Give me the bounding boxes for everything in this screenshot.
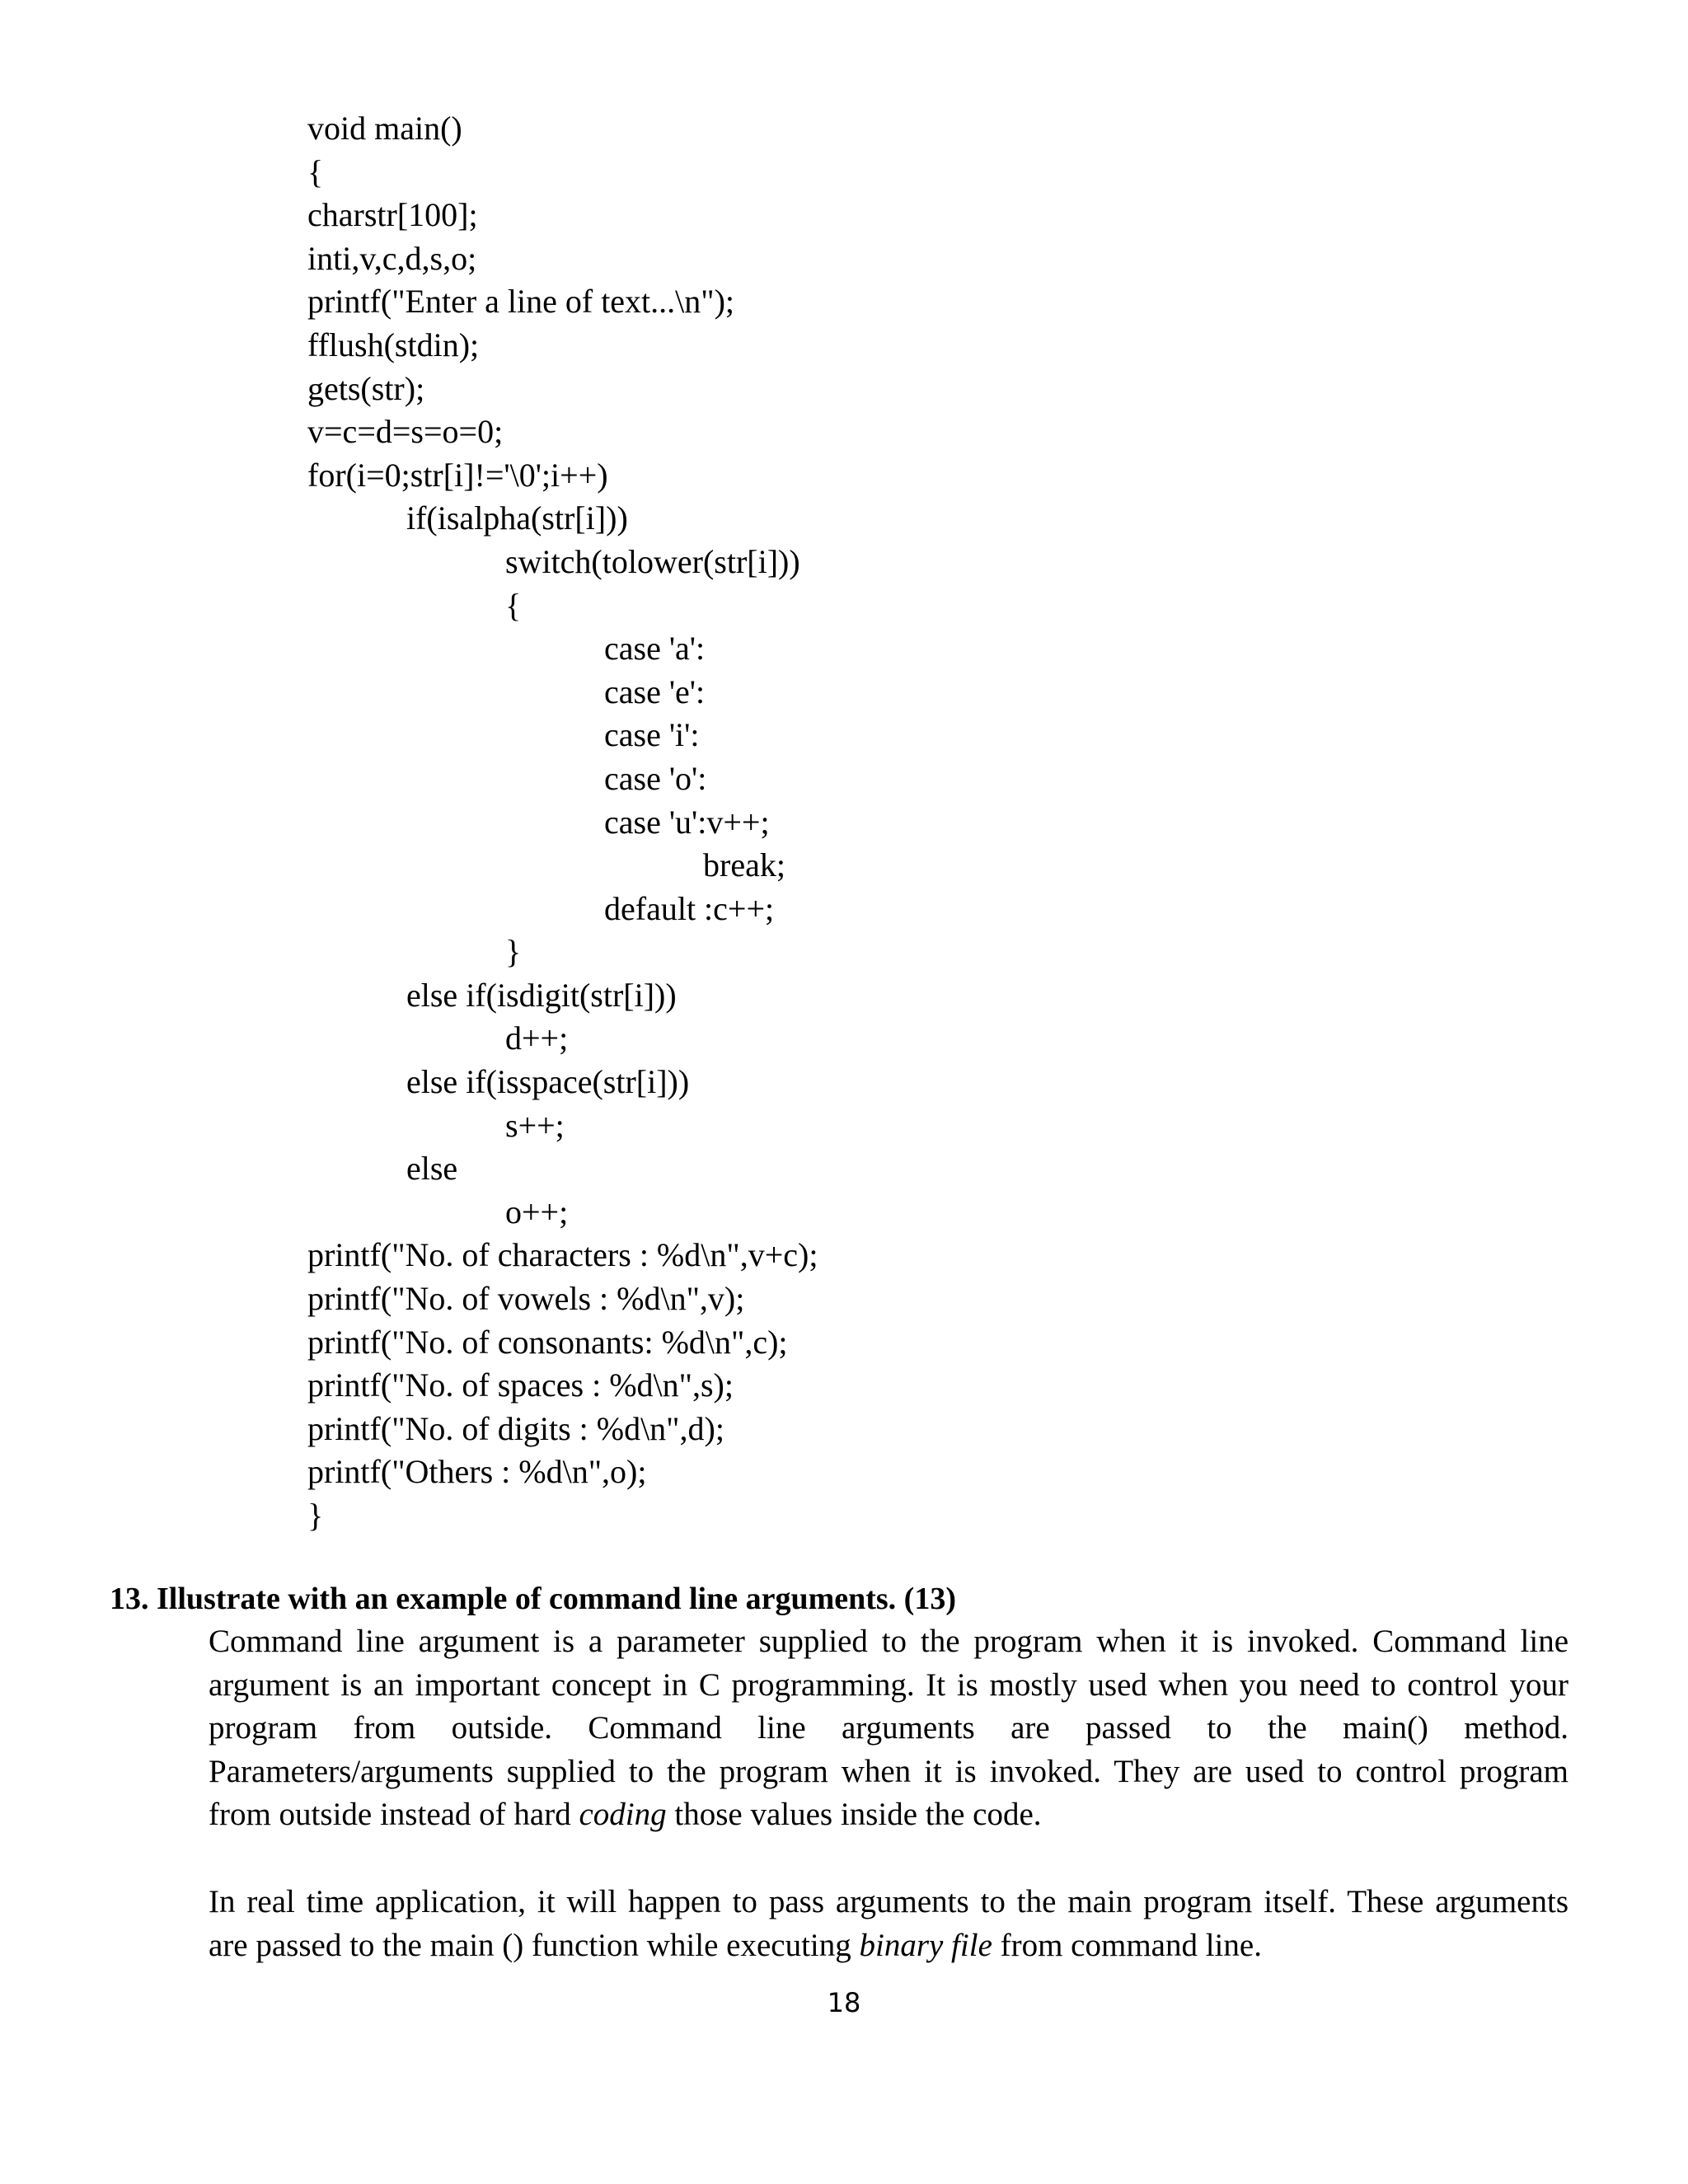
code-line: {	[505, 586, 522, 624]
code-line: case 'u':v++;	[604, 803, 770, 841]
code-line: printf("No. of spaces : %d\n",s);	[307, 1366, 734, 1404]
paragraph-line	[209, 1924, 1568, 1968]
code-line: inti,v,c,d,s,o;	[307, 239, 477, 277]
page-number: 18	[827, 1987, 861, 2018]
code-block	[307, 107, 818, 1538]
text-segment: those values inside the code.	[666, 1797, 1042, 1832]
code-line: else	[406, 1150, 458, 1188]
emphasized-term: coding	[579, 1797, 667, 1832]
code-line: switch(tolower(str[i]))	[505, 542, 800, 580]
code-line: {	[307, 152, 324, 190]
question-heading: 13. Illustrate with an example of command line arguments. (13)	[110, 1582, 956, 1616]
code-line: o++;	[505, 1193, 569, 1230]
code-line: printf("No. of characters : %d\n",v+c);	[307, 1236, 818, 1274]
emphasized-term: binary file	[859, 1927, 992, 1963]
code-line: fflush(stdin);	[307, 326, 480, 363]
paragraph-line: Parameters/arguments supplied to the program when it is invoked. They are used to control program	[209, 1753, 1568, 1789]
code-line: printf("Others : %d\n",o);	[307, 1453, 647, 1491]
text-segment: from command line.	[992, 1927, 1262, 1963]
code-line: printf("No. of digits : %d\n",d);	[307, 1409, 724, 1447]
paragraph-command-line-definition	[209, 1620, 1568, 1837]
paragraph-line: In real time application, it will happen to pass arguments to the main program itself. These arguments	[209, 1884, 1568, 1919]
code-line: else if(isdigit(str[i]))	[406, 976, 677, 1014]
code-line: if(isalpha(str[i]))	[406, 499, 628, 537]
paragraph-line: Command line argument is a parameter supplied to the program when it is invoked. Command line	[209, 1624, 1568, 1659]
paragraph-line	[209, 1793, 1568, 1837]
text-segment: are passed to the main () function while executing	[209, 1927, 860, 1963]
code-line: printf("No. of vowels : %d\n",v);	[307, 1280, 745, 1318]
code-line: break;	[703, 846, 785, 884]
code-line: for(i=0;str[i]!='\0';i++)	[307, 456, 608, 494]
code-line: case 'e':	[604, 673, 706, 710]
code-line: gets(str);	[307, 369, 425, 407]
code-line: else if(isspace(str[i]))	[406, 1063, 690, 1101]
code-line: }	[505, 933, 522, 971]
paragraph-line: program from outside. Command line arguments are passed to the main() method.	[209, 1710, 1568, 1746]
code-line: d++;	[505, 1019, 569, 1057]
code-line: void main()	[307, 110, 462, 147]
code-line: s++;	[505, 1106, 565, 1144]
paragraph-line: argument is an important concept in C programming. It is mostly used when you need to control your	[209, 1666, 1568, 1703]
code-line: }	[307, 1497, 324, 1534]
code-line: case 'i':	[604, 716, 700, 754]
code-line: printf("Enter a line of text...\n");	[307, 283, 735, 321]
code-line: case 'a':	[604, 630, 706, 668]
code-line: v=c=d=s=o=0;	[307, 413, 504, 451]
paragraph-real-time-application	[209, 1881, 1568, 1967]
code-line: charstr[100];	[307, 196, 478, 234]
code-line: printf("No. of consonants: %d\n",c);	[307, 1323, 788, 1361]
code-line: default :c++;	[604, 889, 775, 927]
text-segment: from outside instead of hard	[209, 1797, 579, 1832]
code-line: case 'o':	[604, 759, 707, 797]
